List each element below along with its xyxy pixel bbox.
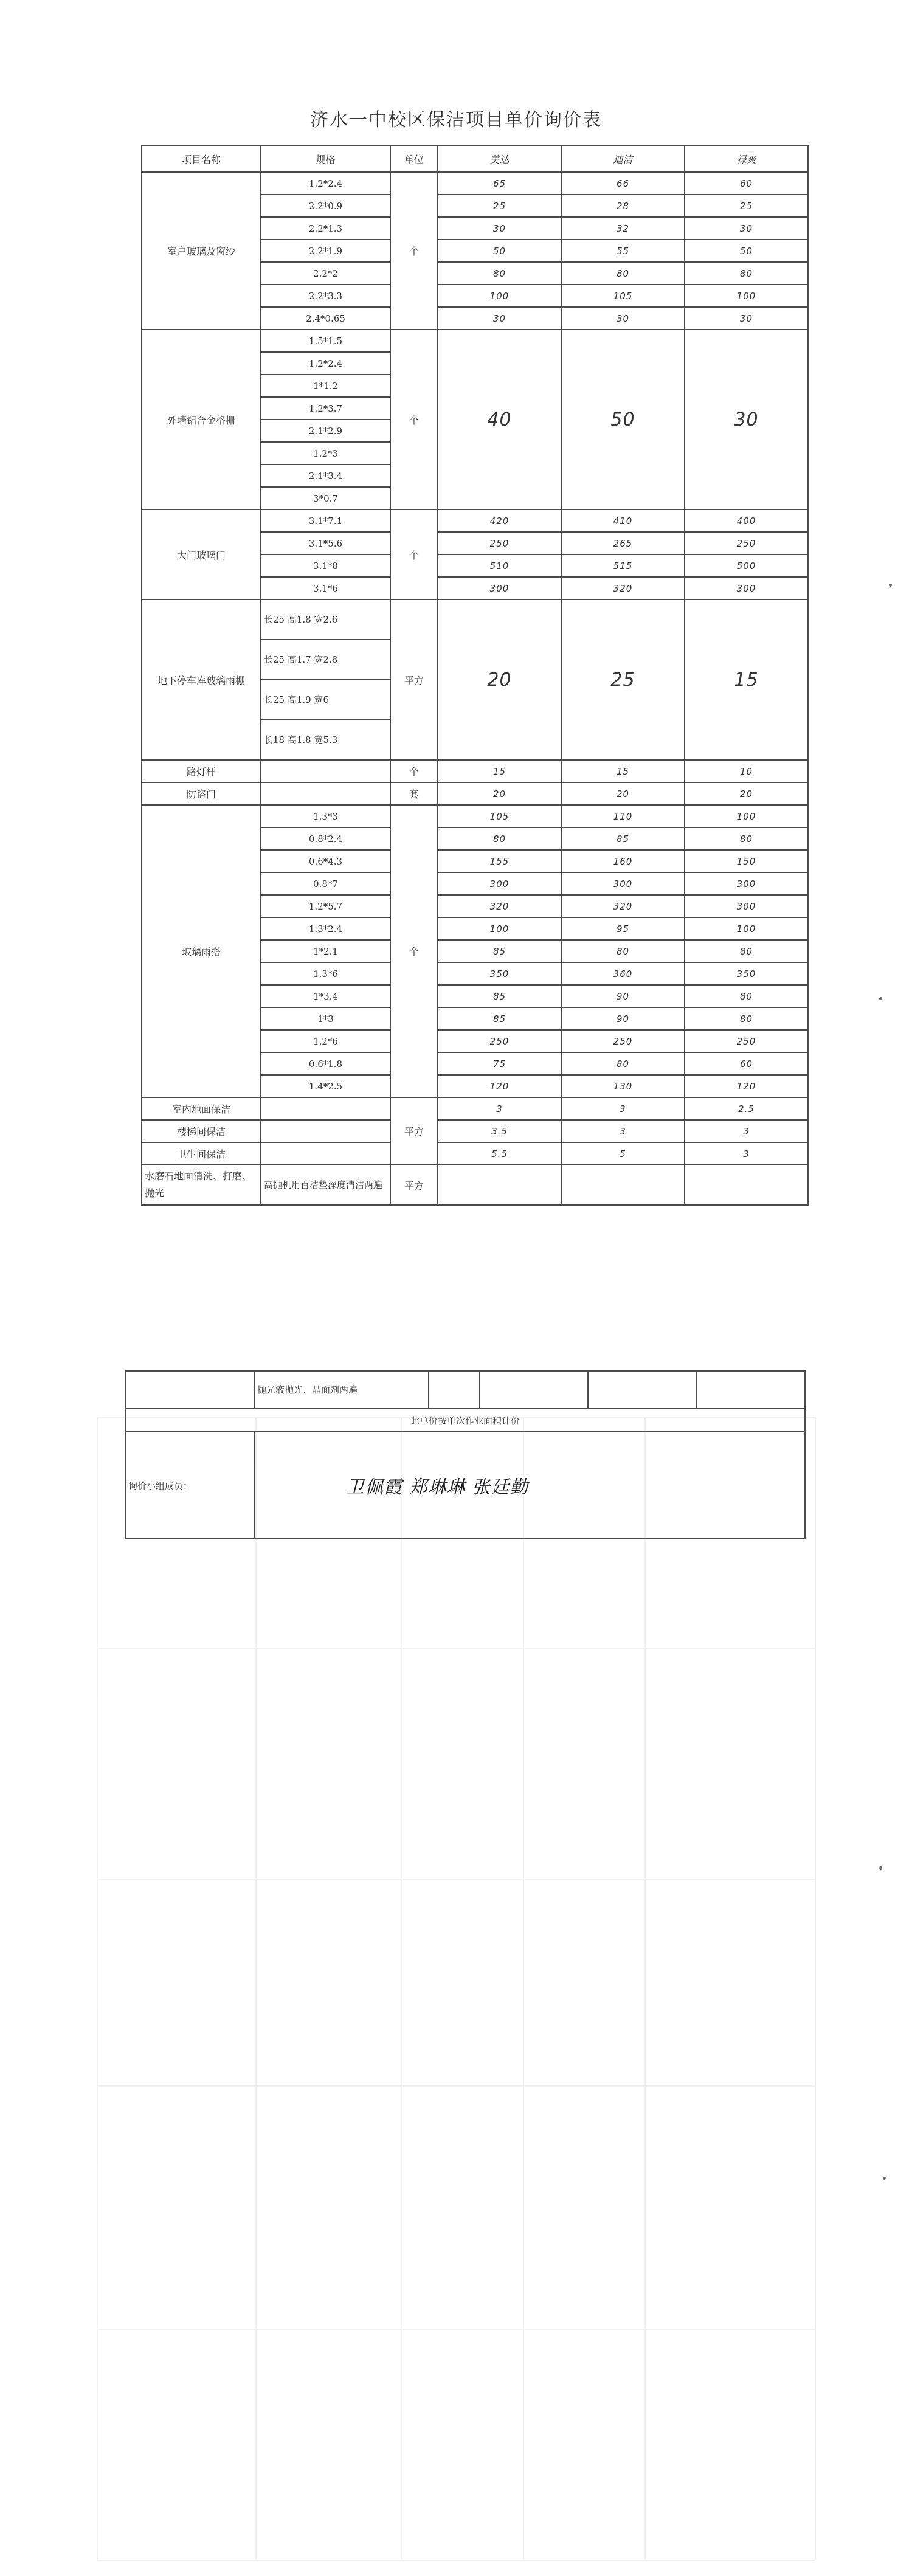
header-vendor-3: 禄爽 [685,145,808,172]
price-vendor-2: 3 [561,1120,685,1142]
price-vendor-2: 360 [561,962,685,985]
item-spec [261,760,390,782]
price-vendor-3: 300 [685,577,808,599]
price-vendor-3: 10 [685,760,808,782]
item-unit: 平方 [390,1097,438,1165]
price-vendor-3: 30 [685,217,808,240]
price-vendor-1: 85 [438,985,561,1007]
pricing-note: 此单价按单次作业面积计价 [125,1409,805,1432]
price-vendor-2: 320 [561,577,685,599]
table-row [142,760,808,782]
price-vendor-2: 85 [561,827,685,850]
item-spec: 3.1*8 [261,554,390,577]
price-vendor-3: 25 [685,195,808,217]
header-row [142,145,808,172]
price-vendor-2: 320 [561,895,685,917]
price-vendor-1: 3 [438,1097,561,1120]
item-spec: 2.1*3.4 [261,464,390,487]
price-vendor-3: 350 [685,962,808,985]
table-row [142,1142,808,1165]
price-vendor-3: 400 [685,509,808,532]
price-vendor-1: 20 [438,782,561,805]
item-spec: 1.2*3.7 [261,397,390,420]
item-spec: 1.2*2.4 [261,172,390,195]
price-vendor-3: 80 [685,940,808,962]
scan-speck [883,2177,886,2180]
item-spec: 1.5*1.5 [261,330,390,352]
price-vendor-3: 100 [685,285,808,307]
polish-spec: 抛光液抛光、晶面剂两遍 [254,1371,429,1409]
item-unit: 平方 [390,599,438,760]
scan-speck [889,584,892,587]
item-spec [261,782,390,805]
price-vendor-3: 250 [685,532,808,554]
document-title: 济水一中校区保洁项目单价询价表 [310,109,602,131]
price-vendor-2: 265 [561,532,685,554]
item-spec: 3.1*6 [261,577,390,599]
table-row [142,509,808,532]
item-spec: 2.4*0.65 [261,307,390,330]
price-vendor-2: 90 [561,1007,685,1030]
item-spec: 2.2*0.9 [261,195,390,217]
item-spec: 1*3 [261,1007,390,1030]
item-spec: 0.6*4.3 [261,850,390,872]
price-vendor-2: 5 [561,1142,685,1165]
bleed-through-ghost [97,1417,815,2560]
price-vendor-2: 30 [561,307,685,330]
price-vendor-3: 15 [685,599,808,760]
item-spec: 1.2*5.7 [261,895,390,917]
item-spec: 1.3*3 [261,805,390,827]
item-spec: 0.8*7 [261,872,390,895]
item-spec [261,1097,390,1120]
price-vendor-3: 100 [685,805,808,827]
price-vendor-2: 32 [561,217,685,240]
price-vendor-3: 80 [685,1007,808,1030]
price-vendor-1: 120 [438,1075,561,1097]
item-spec: 2.1*2.9 [261,420,390,442]
price-vendor-2: 300 [561,872,685,895]
price-vendor-1: 20 [438,599,561,760]
item-unit: 个 [390,805,438,1097]
item-spec [261,1120,390,1142]
price-vendor-1: 250 [438,1030,561,1052]
price-vendor-3: 100 [685,917,808,940]
item-unit: 个 [390,172,438,330]
item-spec: 1*3.4 [261,985,390,1007]
price-vendor-2: 3 [561,1097,685,1120]
item-unit: 个 [390,509,438,599]
price-vendor-3: 80 [685,985,808,1007]
price-vendor-3: 500 [685,554,808,577]
price-vendor-1: 75 [438,1052,561,1075]
price-vendor-1: 100 [438,285,561,307]
price-vendor-3: 150 [685,850,808,872]
price-vendor-3: 300 [685,895,808,917]
table-row [142,1097,808,1120]
price-vendor-2: 66 [561,172,685,195]
header-unit: 单位 [390,145,438,172]
item-spec: 2.2*1.3 [261,217,390,240]
price-vendor-2: 410 [561,509,685,532]
price-vendor-1: 510 [438,554,561,577]
price-table [141,145,809,1206]
price-vendor-2: 130 [561,1075,685,1097]
page-two [0,1228,912,2576]
item-unit: 套 [390,782,438,805]
table-row [142,1165,808,1205]
price-vendor-1: 100 [438,917,561,940]
page-one [0,0,912,1228]
price-vendor-3: 3 [685,1142,808,1165]
price-vendor-2: 105 [561,285,685,307]
item-unit: 个 [390,330,438,509]
item-spec: 长18 高1.8 宽5.3 [261,720,390,760]
price-vendor-3: 80 [685,827,808,850]
price-vendor-3: 2.5 [685,1097,808,1120]
item-spec: 长25 高1.8 宽2.6 [261,599,390,640]
price-vendor-1: 320 [438,895,561,917]
price-vendor-2: 80 [561,940,685,962]
price-vendor-1: 3.5 [438,1120,561,1142]
item-name: 室户玻璃及窗纱 [142,172,261,330]
price-vendor-3: 30 [685,307,808,330]
table-row [142,782,808,805]
price-vendor-2: 50 [561,330,685,509]
price-vendor-1: 15 [438,760,561,782]
item-spec: 长25 高1.7 宽2.8 [261,640,390,680]
scan-speck [879,997,882,1000]
item-spec: 2.2*3.3 [261,285,390,307]
scan-speck [879,1866,882,1870]
item-name: 路灯杆 [142,760,261,782]
price-vendor-3: 50 [685,240,808,262]
price-vendor-1: 25 [438,195,561,217]
table-row [142,172,808,195]
item-spec: 3.1*5.6 [261,532,390,554]
table-row [142,1120,808,1142]
price-vendor-3: 250 [685,1030,808,1052]
item-unit: 个 [390,760,438,782]
price-vendor-3: 20 [685,782,808,805]
item-name: 楼梯间保洁 [142,1120,261,1142]
item-spec: 1*1.2 [261,375,390,397]
price-vendor-1: 350 [438,962,561,985]
item-spec: 1.4*2.5 [261,1075,390,1097]
price-vendor-1: 420 [438,509,561,532]
price-vendor-3: 30 [685,330,808,509]
item-spec: 高抛机用百洁垫深度清洁两遍 [261,1165,390,1205]
table-row [142,330,808,352]
price-vendor-1: 250 [438,532,561,554]
price-vendor-1: 85 [438,940,561,962]
price-vendor-2: 160 [561,850,685,872]
price-vendor-1: 40 [438,330,561,509]
item-spec: 2.2*1.9 [261,240,390,262]
price-vendor-2: 55 [561,240,685,262]
item-name: 水磨石地面清洗、打磨、抛光 [142,1165,261,1205]
price-vendor-2 [561,1165,685,1205]
price-vendor-1: 30 [438,307,561,330]
header-vendor-1: 美达 [438,145,561,172]
item-spec: 0.6*1.8 [261,1052,390,1075]
price-vendor-2: 20 [561,782,685,805]
price-vendor-1: 30 [438,217,561,240]
header-vendor-2: 迪洁 [561,145,685,172]
item-name: 外墙铝合金格栅 [142,330,261,509]
price-vendor-1: 5.5 [438,1142,561,1165]
item-name: 卫生间保洁 [142,1142,261,1165]
price-vendor-1: 65 [438,172,561,195]
price-vendor-2: 95 [561,917,685,940]
price-vendor-2: 25 [561,599,685,760]
price-vendor-3: 300 [685,872,808,895]
item-name: 室内地面保洁 [142,1097,261,1120]
header-item: 项目名称 [142,145,261,172]
item-name: 大门玻璃门 [142,509,261,599]
price-vendor-1: 300 [438,577,561,599]
price-vendor-1: 105 [438,805,561,827]
group-label: 询价小组成员： [125,1432,254,1539]
item-name: 防盗门 [142,782,261,805]
price-vendor-2: 80 [561,262,685,285]
item-spec: 3*0.7 [261,487,390,509]
item-spec: 1.3*2.4 [261,917,390,940]
price-vendor-1: 85 [438,1007,561,1030]
price-vendor-2: 28 [561,195,685,217]
price-vendor-1: 300 [438,872,561,895]
table-row [142,805,808,827]
price-vendor-2: 515 [561,554,685,577]
item-unit: 平方 [390,1165,438,1205]
item-spec: 1.3*6 [261,962,390,985]
item-name: 玻璃雨搭 [142,805,261,1097]
item-spec: 1.2*6 [261,1030,390,1052]
price-vendor-2: 15 [561,760,685,782]
price-vendor-2: 250 [561,1030,685,1052]
item-spec [261,1142,390,1165]
item-spec: 0.8*2.4 [261,827,390,850]
price-vendor-1: 80 [438,827,561,850]
price-vendor-3: 120 [685,1075,808,1097]
item-spec: 长25 高1.9 宽6 [261,680,390,720]
price-vendor-2: 90 [561,985,685,1007]
item-spec: 3.1*7.1 [261,509,390,532]
price-vendor-2: 110 [561,805,685,827]
price-vendor-2: 80 [561,1052,685,1075]
price-vendor-3: 60 [685,1052,808,1075]
item-spec: 1*2.1 [261,940,390,962]
price-vendor-1: 155 [438,850,561,872]
item-name: 地下停车库玻璃雨棚 [142,599,261,760]
item-spec: 1.2*2.4 [261,352,390,375]
price-vendor-3: 80 [685,262,808,285]
signatures: 卫佩霞 郑琳琳 张廷勤 [346,1477,529,1498]
price-vendor-1 [438,1165,561,1205]
item-spec: 2.2*2 [261,262,390,285]
price-vendor-1: 50 [438,240,561,262]
item-spec: 1.2*3 [261,442,390,464]
price-vendor-3 [685,1165,808,1205]
price-vendor-3: 60 [685,172,808,195]
price-vendor-3: 3 [685,1120,808,1142]
table-row [142,599,808,640]
header-spec: 规格 [261,145,390,172]
price-vendor-1: 80 [438,262,561,285]
